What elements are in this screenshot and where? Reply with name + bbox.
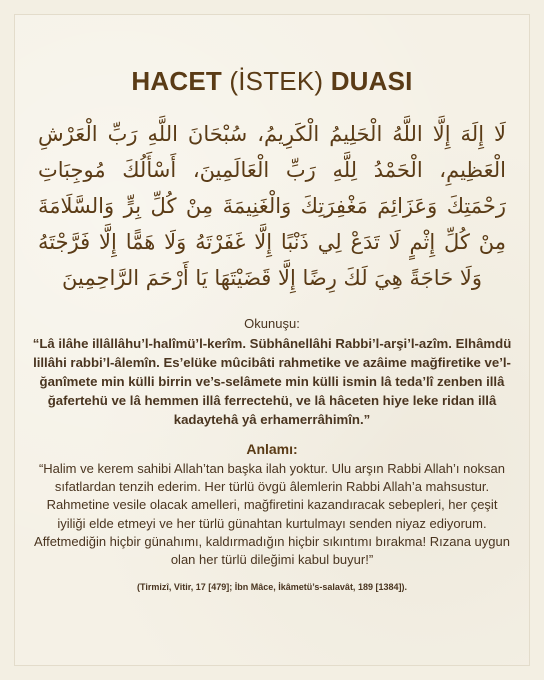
transliteration-text: “Lâ ilâhe illâllâhu’l-halîmü’l-kerîm. Sübhânellâhi Rabbi’l-arşi’l-azîm. Elhâmdü lillâhi rabbi’l-âlemîn. Es’elüke mûcibâti rahmetike ve azâime mağfiretike ve’l-ğanîmete min külli birrin ve’s-selâmete min külli ismin lâ teda’lî zenben illâ ğafertehü ve lâ hemmen illâ ferrectehü, ve lâ hâceten hiye leke ridan illâ kadaytehâ yâ erhamerrâhimîn.” [32,336,512,427]
meaning-text: “Halim ve kerem sahibi Allah’tan başka ilah yoktur. Ulu arşın Rabbi Allah’ı noksan sıfatlardan tenzih ederim. Her türlü övgü âlemlerin Rabbi Allah’a mahsustur. Rahmetine vesile olacak amelleri, mağfiretini kazandıracak sebepleri, her çeşit iyiliği elde etmeyi ve her türlü günahtan kurtulmayı senden niyaz ediyorum. Affetmediğin hiçbir günahımı, kaldırmadığın hiçbir sıkıntımı bırakma! Rızana uygun olan her türlü dileğimi kabul buyur!” [34,461,510,568]
title-word-duasi: DUASI [330,66,413,96]
page-title [0,66,544,97]
anlami-label: Anlamı: [246,441,298,457]
title-word-hacet: HACET [131,66,222,96]
arabic-prayer-text: لَا إِلَهَ إِلَّا اللَّهُ الْحَلِيمُ الْكَرِيمُ، سُبْحَانَ اللَّهِ رَبِّ الْعَرْشِ الْعَظِيمِ، الْحَمْدُ لِلَّهِ رَبِّ الْعَالَمِينَ، أَسْأَلُكَ مُوجِبَاتِ رَحْمَتِكَ وَعَزَائِمَ مَغْفِرَتِكَ وَالْغَنِيمَةَ مِنْ كُلِّ بِرٍّ وَالسَّلَامَةَ مِنْ كُلِّ إِثْمٍ لَا تَدَعْ لِي ذَنْبًا إِلَّا غَفَرْتَهُ وَلَا هَمًّا إِلَّا فَرَّجْتَهُ وَلَا حَاجَةً هِيَ لَكَ رِضًا إِلَّا قَضَيْتَهَا يَا أَرْحَمَ الرَّاحِمِينَ [38,122,506,290]
source-citation: (Tirmizî, Vitir, 17 [479]; İbn Mâce, İkâmetü’s-salavât, 189 [1384]). [137,582,407,592]
title-word-istek: (İSTEK) [229,66,324,96]
okunusu-label: Okunuşu: [244,316,300,331]
